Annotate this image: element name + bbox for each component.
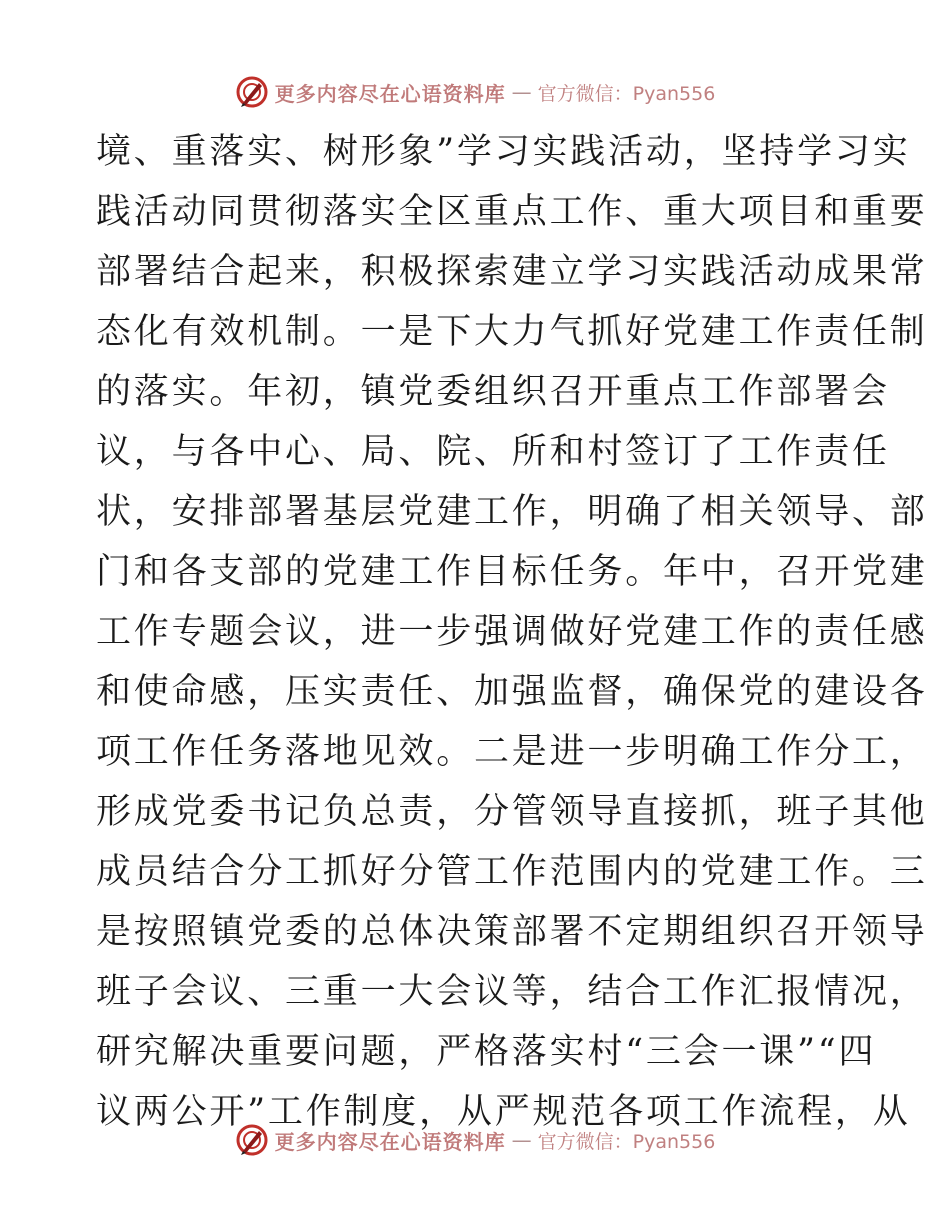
text-line: 研究解决重要问题，严格落实村“三会一课”“四 (96, 1032, 877, 1072)
footer-site-text: 更多内容尽在心语资料库 (274, 1129, 506, 1154)
text-line: 项工作任务落地见效。二是进一步明确工作分工， (96, 732, 928, 772)
text-line: 班子会议、三重一大会议等，结合工作汇报情况， (96, 972, 928, 1012)
text-line: 状，安排部署基层党建工作，明确了相关领导、部 (96, 492, 928, 532)
text-line: 态化有效机制。一是下大力气抓好党建工作责任制 (96, 312, 928, 352)
text-line: 的落实。年初，镇党委组织召开重点工作部署会 (96, 372, 890, 412)
text-line: 议，与各中心、局、院、所和村签订了工作责任 (96, 432, 890, 472)
footer-wechat-text: 官方微信：Pyan556 (537, 1130, 716, 1153)
header-banner (0, 72, 950, 112)
footer-dash: — (511, 1128, 532, 1152)
text-line: 成员结合分工抓好分管工作范围内的党建工作。三 (96, 852, 928, 892)
pen-circle-logo-icon (235, 75, 269, 109)
header-dash: — (511, 80, 532, 104)
text-line: 部署结合起来，积极探索建立学习实践活动成果常 (96, 252, 928, 292)
text-line: 议两公开”工作制度，从严规范各项工作流程，从 (96, 1092, 911, 1132)
pen-circle-logo-icon (235, 1123, 269, 1157)
header-wechat-text: 官方微信：Pyan556 (537, 82, 716, 105)
text-line: 门和各支部的党建工作目标任务。年中，召开党建 (96, 552, 928, 592)
text-line: 和使命感，压实责任、加强监督，确保党的建设各 (96, 672, 928, 712)
text-line: 工作专题会议，进一步强调做好党建工作的责任感 (96, 612, 928, 652)
text-line: 境、重落实、树形象”学习实践活动，坚持学习实 (96, 132, 911, 172)
text-line: 是按照镇党委的总体决策部署不定期组织召开领导 (96, 912, 928, 952)
text-line: 践活动同贯彻落实全区重点工作、重大项目和重要 (96, 192, 928, 232)
header-site-text: 更多内容尽在心语资料库 (274, 81, 506, 106)
footer-banner (0, 1120, 950, 1160)
text-line: 形成党委书记负总责，分管领导直接抓，班子其他 (96, 792, 928, 832)
document-body (96, 122, 928, 1142)
